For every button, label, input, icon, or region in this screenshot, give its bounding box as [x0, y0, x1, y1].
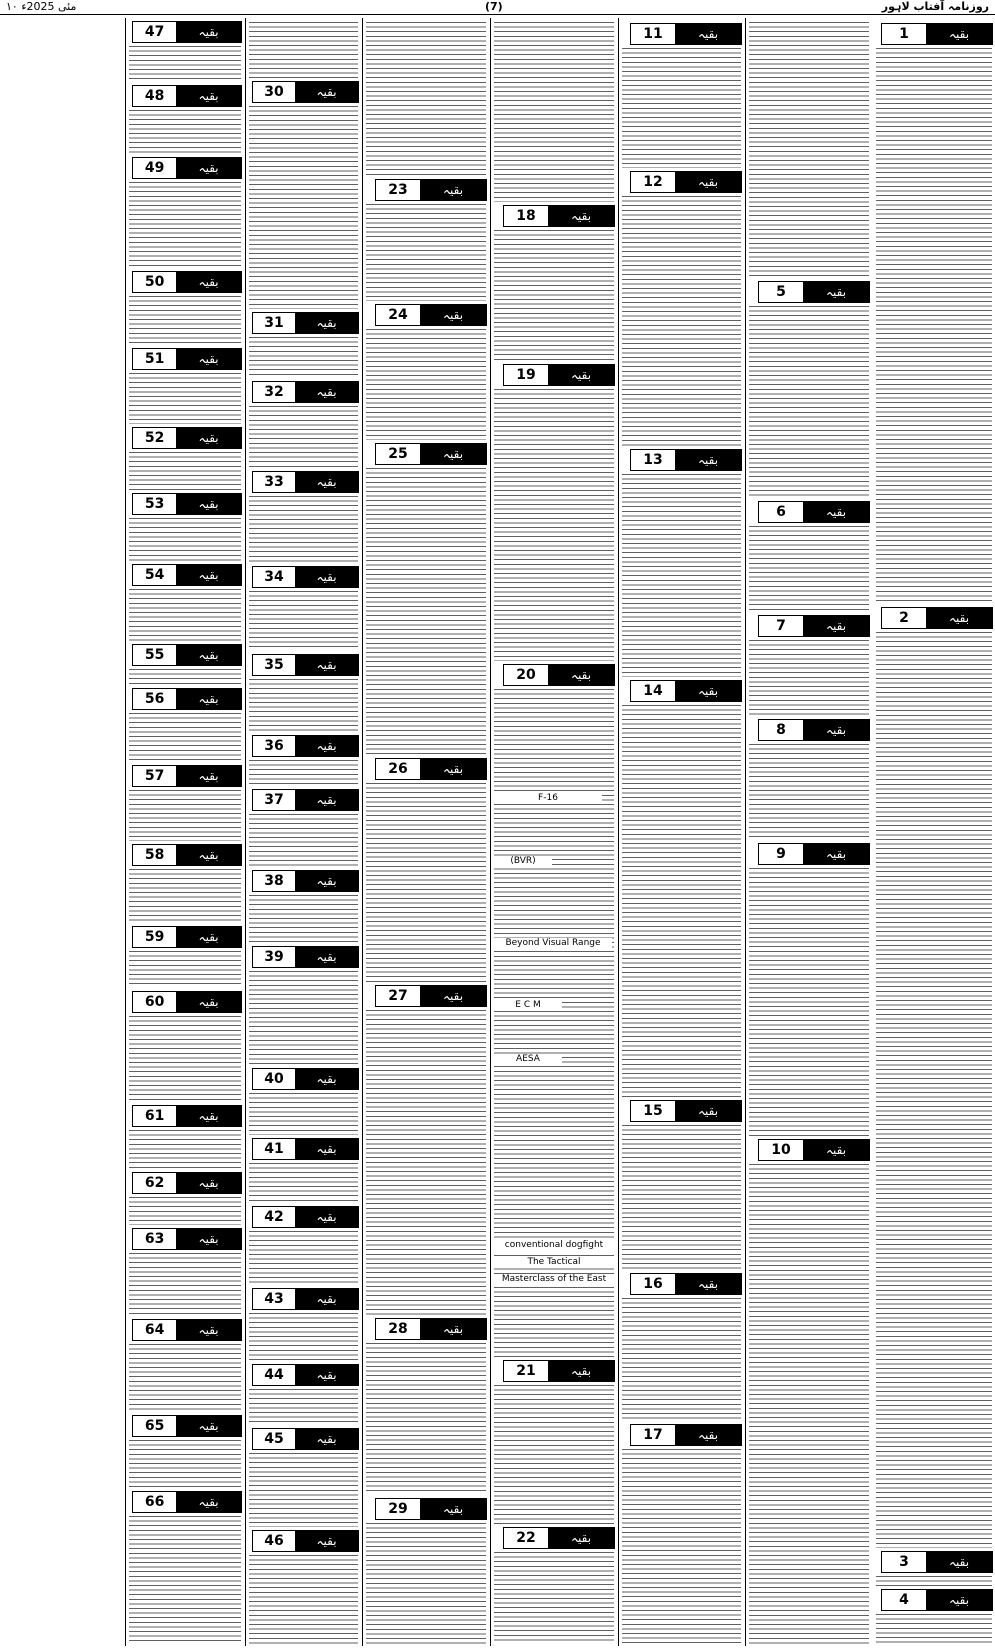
continuation-label: بقیہ	[176, 1106, 241, 1126]
article-text-block	[129, 1128, 241, 1169]
continuation-number: 65	[133, 1416, 176, 1436]
continuation-box-13	[619, 448, 744, 470]
english-term-bvr_full: Beyond Visual Range	[494, 938, 612, 949]
newspaper-name: روزنامہ آفتاب لاہور	[881, 0, 989, 13]
article-text-block	[249, 20, 358, 78]
continuation-label: بقیہ	[803, 844, 869, 864]
continuation-label: بقیہ	[176, 158, 241, 178]
article-text-block	[622, 703, 741, 1097]
continuation-label: بقیہ	[295, 1289, 358, 1309]
continuation-label: بقیہ	[803, 720, 869, 740]
column-7	[125, 18, 244, 1646]
continuation-box-45	[246, 1427, 361, 1449]
article-text-block	[129, 788, 241, 841]
continuation-number: 50	[133, 272, 176, 292]
continuation-box-26	[363, 757, 489, 779]
continuation-number: 25	[376, 444, 420, 464]
continuation-box-59	[126, 925, 244, 947]
continuation-number: 66	[133, 1492, 176, 1512]
continuation-number: 27	[376, 986, 420, 1006]
continuation-number: 24	[376, 305, 420, 325]
issue-date: ۱۰ مئی 2025ء	[6, 0, 77, 13]
article-text-block	[249, 589, 358, 651]
article-text-block	[249, 1451, 358, 1527]
continuation-number: 35	[253, 655, 295, 675]
continuation-box-50	[126, 270, 244, 292]
continuation-box-23	[363, 178, 489, 200]
article-text-block	[366, 1008, 486, 1315]
continuation-box-57	[126, 764, 244, 786]
article-text-block	[249, 758, 358, 786]
continuation-number: 16	[631, 1274, 675, 1294]
continuation-box-65	[126, 1414, 244, 1436]
continuation-box-61	[126, 1104, 244, 1126]
english-term-conventional: conventional dogfight	[494, 1240, 614, 1251]
continuation-label: بقیہ	[295, 871, 358, 891]
continuation-label: بقیہ	[803, 282, 869, 302]
continuation-box-38	[246, 869, 361, 891]
continuation-box-8	[746, 718, 872, 740]
continuation-number: 49	[133, 158, 176, 178]
continuation-label: بقیہ	[176, 1492, 241, 1512]
article-text-block	[249, 335, 358, 378]
continuation-label: بقیہ	[295, 313, 358, 333]
continuation-number: 57	[133, 766, 176, 786]
article-text-block	[622, 1123, 741, 1270]
continuation-label: بقیہ	[926, 1590, 992, 1610]
continuation-box-37	[246, 788, 361, 810]
article-text-block	[129, 949, 241, 988]
continuation-box-62	[126, 1171, 244, 1193]
article-text-block	[494, 20, 614, 202]
continuation-number: 42	[253, 1207, 295, 1227]
continuation-number: 18	[504, 206, 548, 226]
continuation-label: بقیہ	[548, 665, 614, 685]
continuation-label: بقیہ	[295, 736, 358, 756]
article-text-block	[494, 387, 614, 661]
continuation-box-31	[246, 311, 361, 333]
article-text-block	[876, 630, 992, 1548]
continuation-number: 9	[759, 844, 803, 864]
continuation-label: بقیہ	[176, 1173, 241, 1193]
column-3	[618, 18, 744, 1646]
continuation-number: 26	[376, 759, 420, 779]
article-text-block	[366, 781, 486, 982]
continuation-box-51	[126, 347, 244, 369]
continuation-label: بقیہ	[176, 428, 241, 448]
continuation-label: بقیہ	[420, 1499, 486, 1519]
article-text-block	[749, 1162, 869, 1644]
article-text-block	[876, 1574, 992, 1586]
article-text-block	[129, 450, 241, 490]
continuation-number: 40	[253, 1069, 295, 1089]
continuation-box-12	[619, 170, 744, 192]
continuation-label: بقیہ	[176, 1229, 241, 1249]
continuation-label: بقیہ	[803, 502, 869, 522]
continuation-label: بقیہ	[176, 1320, 241, 1340]
continuation-box-43	[246, 1287, 361, 1309]
continuation-number: 8	[759, 720, 803, 740]
continuation-number: 34	[253, 567, 295, 587]
continuation-box-42	[246, 1205, 361, 1227]
continuation-number: 47	[133, 22, 176, 42]
continuation-label: بقیہ	[548, 1361, 614, 1381]
continuation-number: 1	[882, 24, 926, 44]
continuation-box-40	[246, 1067, 361, 1089]
continuation-label: بقیہ	[548, 1528, 614, 1548]
continuation-number: 29	[376, 1499, 420, 1519]
continuation-label: بقیہ	[295, 655, 358, 675]
continuation-box-54	[126, 563, 244, 585]
continuation-number: 51	[133, 349, 176, 369]
continuation-box-27	[363, 984, 489, 1006]
continuation-box-44	[246, 1363, 361, 1385]
column-1	[873, 18, 995, 1646]
article-text-block	[129, 294, 241, 345]
continuation-box-4	[873, 1588, 995, 1610]
continuation-label: بقیہ	[176, 992, 241, 1012]
article-text-block	[749, 866, 869, 1136]
continuation-number: 52	[133, 428, 176, 448]
continuation-label: بقیہ	[176, 845, 241, 865]
continuation-label: بقیہ	[420, 444, 486, 464]
continuation-label: بقیہ	[176, 86, 241, 106]
continuation-label: بقیہ	[176, 494, 241, 514]
continuation-box-1	[873, 22, 995, 44]
article-text-block	[249, 1229, 358, 1285]
continuation-box-5	[746, 280, 872, 302]
continuation-box-7	[746, 614, 872, 636]
continuation-number: 2	[882, 608, 926, 628]
continuation-number: 10	[759, 1140, 803, 1160]
continuation-box-30	[246, 80, 361, 102]
continuation-number: 23	[376, 180, 420, 200]
continuation-box-28	[363, 1317, 489, 1339]
continuation-number: 17	[631, 1425, 675, 1445]
article-text-block	[366, 466, 486, 755]
article-text-block	[129, 516, 241, 561]
continuation-number: 61	[133, 1106, 176, 1126]
continuation-box-58	[126, 843, 244, 865]
article-text-block	[129, 587, 241, 641]
continuation-number: 46	[253, 1531, 295, 1551]
continuation-box-64	[126, 1318, 244, 1340]
continuation-number: 4	[882, 1590, 926, 1610]
page-number: (7)	[485, 0, 503, 13]
continuation-box-15	[619, 1099, 744, 1121]
continuation-number: 13	[631, 450, 675, 470]
continuation-box-60	[126, 990, 244, 1012]
continuation-number: 12	[631, 172, 675, 192]
continuation-box-41	[246, 1137, 361, 1159]
continuation-box-11	[619, 22, 744, 44]
continuation-number: 7	[759, 616, 803, 636]
article-text-block	[129, 1438, 241, 1488]
continuation-number: 38	[253, 871, 295, 891]
continuation-number: 30	[253, 82, 295, 102]
continuation-box-46	[246, 1529, 361, 1551]
continuation-label: بقیہ	[675, 172, 741, 192]
continuation-box-25	[363, 442, 489, 464]
article-text-block	[622, 472, 741, 677]
continuation-box-24	[363, 303, 489, 325]
article-text-block	[249, 1387, 358, 1425]
continuation-label: بقیہ	[295, 1207, 358, 1227]
article-text-block	[749, 20, 869, 278]
english-term-f16: F-16	[494, 793, 602, 804]
continuation-box-29	[363, 1497, 489, 1519]
english-term-masterclass: Masterclass of the East	[494, 1274, 614, 1285]
continuation-number: 6	[759, 502, 803, 522]
article-text-block	[876, 46, 992, 604]
article-text-block	[622, 46, 741, 168]
continuation-number: 14	[631, 681, 675, 701]
continuation-number: 37	[253, 790, 295, 810]
article-text-block	[494, 228, 614, 361]
continuation-number: 41	[253, 1139, 295, 1159]
article-text-block	[249, 104, 358, 309]
continuation-number: 3	[882, 1552, 926, 1572]
article-text-block	[366, 327, 486, 440]
continuation-number: 44	[253, 1365, 295, 1385]
column-2	[745, 18, 872, 1646]
english-term-tactical: The Tactical	[494, 1257, 614, 1268]
continuation-label: بقیہ	[926, 24, 992, 44]
article-text-block	[494, 1383, 614, 1524]
continuation-number: 21	[504, 1361, 548, 1381]
article-text-block	[366, 20, 486, 176]
continuation-box-49	[126, 156, 244, 178]
article-text-block	[129, 108, 241, 154]
article-text-block	[622, 1447, 741, 1644]
continuation-box-39	[246, 945, 361, 967]
continuation-label: بقیہ	[675, 1101, 741, 1121]
continuation-number: 11	[631, 24, 675, 44]
continuation-label: بقیہ	[926, 608, 992, 628]
article-text-block	[249, 812, 358, 867]
continuation-label: بقیہ	[420, 180, 486, 200]
article-text-block	[249, 1091, 358, 1135]
continuation-label: بقیہ	[420, 305, 486, 325]
continuation-box-18	[491, 204, 617, 226]
continuation-box-32	[246, 380, 361, 402]
article-text-block	[249, 1311, 358, 1361]
continuation-number: 62	[133, 1173, 176, 1193]
continuation-label: بقیہ	[420, 986, 486, 1006]
article-text-block	[749, 742, 869, 840]
continuation-label: بقیہ	[295, 472, 358, 492]
continuation-number: 48	[133, 86, 176, 106]
continuation-number: 31	[253, 313, 295, 333]
continuation-label: بقیہ	[176, 927, 241, 947]
continuation-label: بقیہ	[803, 616, 869, 636]
article-text-block	[249, 1161, 358, 1203]
article-text-block	[129, 1251, 241, 1316]
article-text-block	[366, 202, 486, 301]
continuation-box-53	[126, 492, 244, 514]
continuation-box-22	[491, 1526, 617, 1548]
continuation-box-16	[619, 1272, 744, 1294]
article-text-block	[249, 677, 358, 732]
continuation-box-3	[873, 1550, 995, 1572]
masthead	[0, 0, 995, 15]
continuation-box-52	[126, 426, 244, 448]
article-text-block	[366, 1341, 486, 1495]
continuation-box-6	[746, 500, 872, 522]
article-text-block	[749, 524, 869, 612]
continuation-label: بقیہ	[420, 1319, 486, 1339]
article-text-block	[494, 1550, 614, 1644]
continuation-number: 55	[133, 645, 176, 665]
article-text-block	[749, 304, 869, 498]
continuation-label: بقیہ	[295, 1069, 358, 1089]
continuation-label: بقیہ	[295, 567, 358, 587]
english-term-bvr: (BVR)	[494, 856, 552, 867]
continuation-box-17	[619, 1423, 744, 1445]
continuation-number: 43	[253, 1289, 295, 1309]
article-text-block	[249, 969, 358, 1065]
continuation-label: بقیہ	[176, 766, 241, 786]
continuation-box-63	[126, 1227, 244, 1249]
continuation-number: 15	[631, 1101, 675, 1121]
article-text-block	[622, 1296, 741, 1421]
article-text-block	[129, 1514, 241, 1644]
article-text-block	[129, 667, 241, 685]
continuation-label: بقیہ	[295, 1365, 358, 1385]
continuation-label: بقیہ	[176, 1416, 241, 1436]
article-text-block	[366, 1521, 486, 1644]
continuation-number: 19	[504, 365, 548, 385]
continuation-number: 20	[504, 665, 548, 685]
continuation-label: بقیہ	[176, 349, 241, 369]
continuation-label: بقیہ	[420, 759, 486, 779]
continuation-label: بقیہ	[295, 790, 358, 810]
continuation-box-48	[126, 84, 244, 106]
continuation-label: بقیہ	[675, 24, 741, 44]
continuation-label: بقیہ	[176, 565, 241, 585]
continuation-label: بقیہ	[295, 947, 358, 967]
continuation-number: 60	[133, 992, 176, 1012]
continuation-box-55	[126, 643, 244, 665]
continuation-box-14	[619, 679, 744, 701]
english-term-ecm: E C M	[494, 1000, 562, 1011]
continuation-label: بقیہ	[675, 681, 741, 701]
continuation-label: بقیہ	[675, 1274, 741, 1294]
continuation-label: بقیہ	[295, 1139, 358, 1159]
continuation-number: 36	[253, 736, 295, 756]
continuation-box-66	[126, 1490, 244, 1512]
continuation-label: بقیہ	[803, 1140, 869, 1160]
continuation-number: 32	[253, 382, 295, 402]
continuation-box-35	[246, 653, 361, 675]
column-6	[245, 18, 361, 1646]
continuation-label: بقیہ	[176, 689, 241, 709]
article-text-block	[249, 494, 358, 563]
continuation-box-21	[491, 1359, 617, 1381]
continuation-label: بقیہ	[295, 382, 358, 402]
article-text-block	[129, 44, 241, 82]
article-text-block	[249, 893, 358, 943]
continuation-box-9	[746, 842, 872, 864]
continuation-number: 33	[253, 472, 295, 492]
continuation-number: 39	[253, 947, 295, 967]
article-text-block	[129, 711, 241, 762]
column-4	[490, 18, 617, 1646]
continuation-label: بقیہ	[176, 22, 241, 42]
continuation-box-19	[491, 363, 617, 385]
continuation-number: 28	[376, 1319, 420, 1339]
continuation-number: 58	[133, 845, 176, 865]
article-text-block	[249, 404, 358, 468]
continuation-box-20	[491, 663, 617, 685]
column-5	[362, 18, 489, 1646]
article-text-block	[129, 1195, 241, 1225]
continuation-label: بقیہ	[176, 272, 241, 292]
article-text-block	[749, 638, 869, 716]
continuation-box-47	[126, 20, 244, 42]
article-text-block	[622, 194, 741, 446]
continuation-label: بقیہ	[295, 1429, 358, 1449]
continuation-number: 45	[253, 1429, 295, 1449]
continuation-label: بقیہ	[548, 206, 614, 226]
continuation-label: بقیہ	[176, 645, 241, 665]
article-text-block	[249, 1553, 358, 1644]
continuation-box-2	[873, 606, 995, 628]
article-text-block	[129, 1014, 241, 1102]
continuation-box-56	[126, 687, 244, 709]
continuation-label: بقیہ	[675, 450, 741, 470]
continuation-label: بقیہ	[675, 1425, 741, 1445]
continuation-label: بقیہ	[295, 1531, 358, 1551]
continuation-box-10	[746, 1138, 872, 1160]
article-text-block	[876, 1612, 992, 1644]
continuation-number: 59	[133, 927, 176, 947]
continuation-number: 53	[133, 494, 176, 514]
continuation-label: بقیہ	[926, 1552, 992, 1572]
continuation-label: بقیہ	[295, 82, 358, 102]
continuation-number: 5	[759, 282, 803, 302]
continuation-number: 22	[504, 1528, 548, 1548]
continuation-box-36	[246, 734, 361, 756]
english-term-aesa: AESA	[494, 1054, 562, 1065]
article-text-block	[129, 180, 241, 268]
continuation-box-33	[246, 470, 361, 492]
continuation-label: بقیہ	[548, 365, 614, 385]
continuation-number: 63	[133, 1229, 176, 1249]
continuation-number: 64	[133, 1320, 176, 1340]
article-text-block	[129, 371, 241, 424]
continuation-number: 56	[133, 689, 176, 709]
continuation-number: 54	[133, 565, 176, 585]
continuation-box-34	[246, 565, 361, 587]
article-text-block	[129, 867, 241, 923]
article-text-block	[129, 1342, 241, 1412]
